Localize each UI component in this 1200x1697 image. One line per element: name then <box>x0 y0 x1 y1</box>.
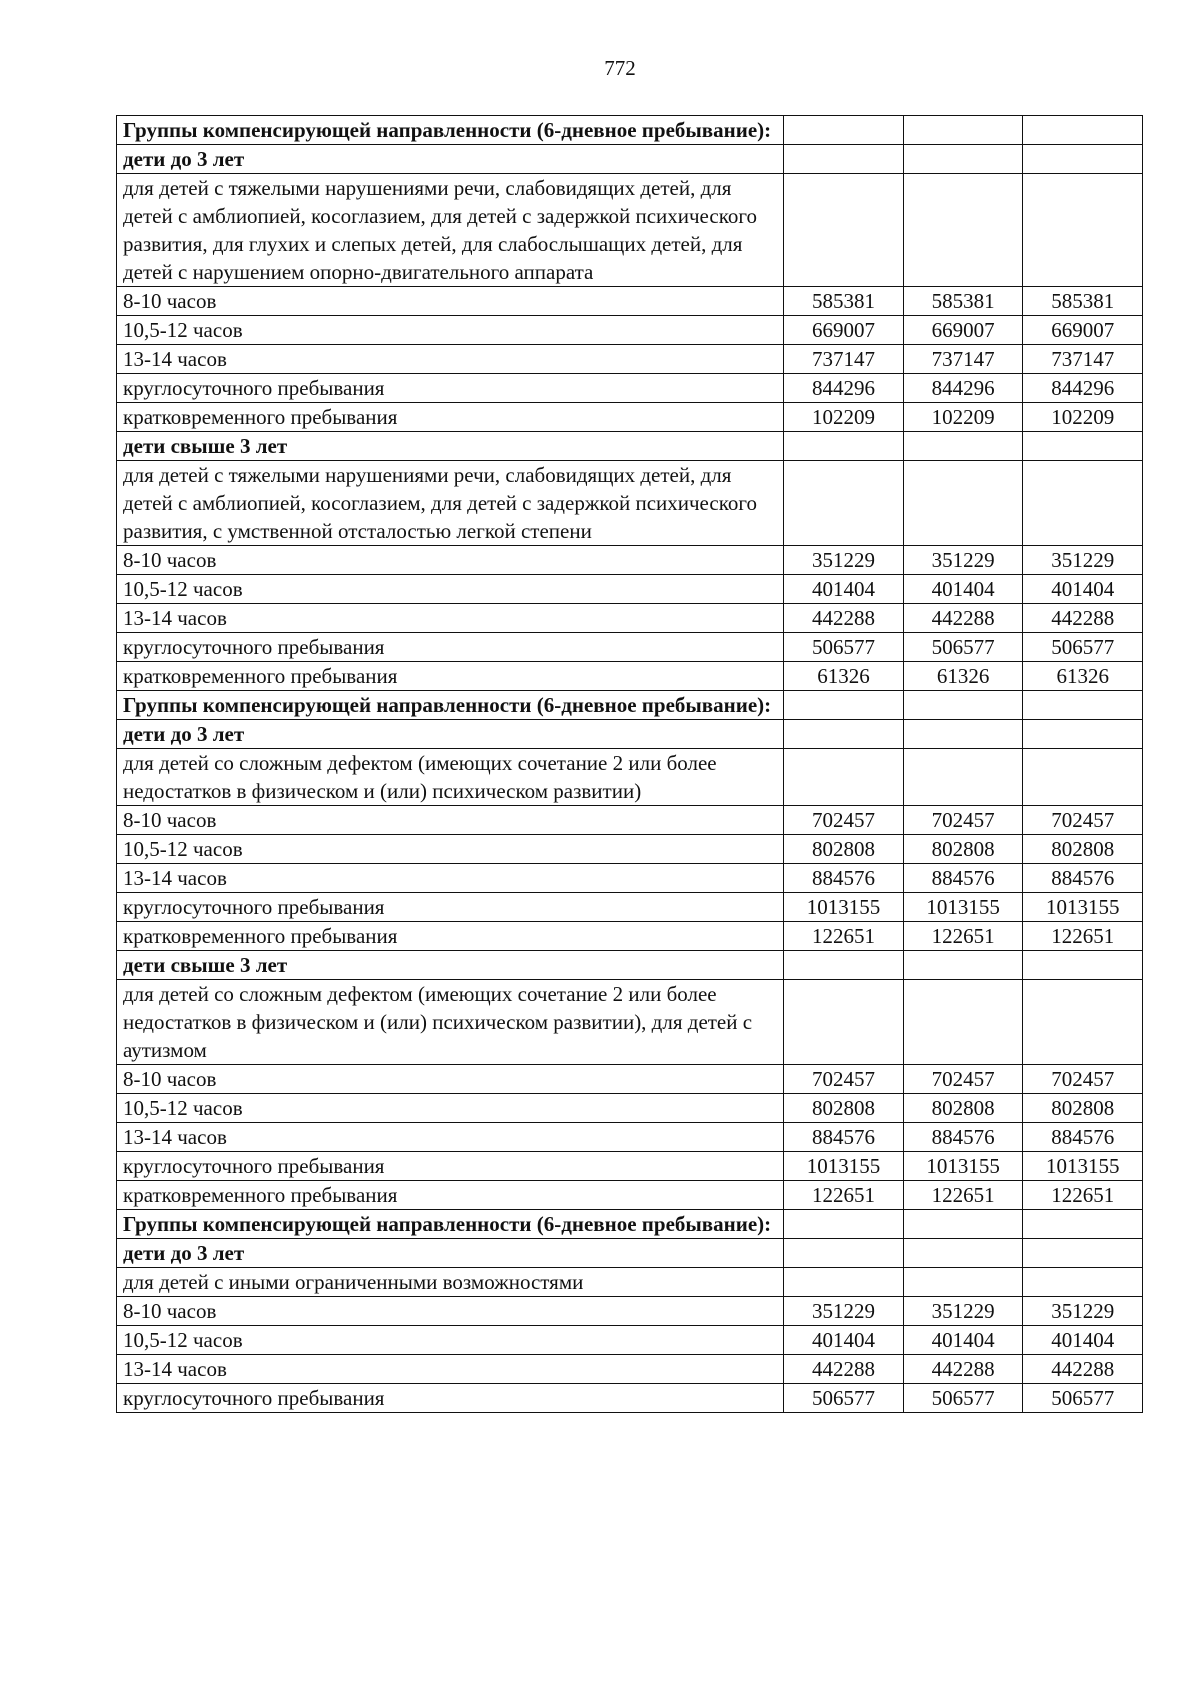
table-row <box>117 403 1143 432</box>
row-label: дети до 3 лет <box>117 1239 784 1268</box>
value-cell-2 <box>903 1239 1023 1268</box>
row-label: для детей со сложным дефектом (имеющих сочетание 2 или более недостатков в физическом и (или) психическом развитии) <box>117 749 784 806</box>
value-cell-1: 585381 <box>784 287 904 316</box>
row-label: 10,5-12 часов <box>117 316 784 345</box>
value-cell-1: 1013155 <box>784 1152 904 1181</box>
value-cell-3: 1013155 <box>1023 1152 1143 1181</box>
value-cell-3: 585381 <box>1023 287 1143 316</box>
row-label: дети свыше 3 лет <box>117 951 784 980</box>
value-cell-3 <box>1023 174 1143 287</box>
value-cell-1: 702457 <box>784 1065 904 1094</box>
value-cell-1: 442288 <box>784 1355 904 1384</box>
value-cell-2: 351229 <box>903 546 1023 575</box>
value-cell-1 <box>784 1239 904 1268</box>
table-row <box>117 604 1143 633</box>
value-cell-1: 669007 <box>784 316 904 345</box>
row-label: для детей с тяжелыми нарушениями речи, слабовидящих детей, для детей с амблиопией, косоглазием, для детей с задержкой психического развития, для глухих и слепых детей, для слабослышащих детей, для детей с нарушением опорно-двигательного аппарата <box>117 174 784 287</box>
row-label: 10,5-12 часов <box>117 1094 784 1123</box>
row-label: 10,5-12 часов <box>117 835 784 864</box>
value-cell-2: 884576 <box>903 864 1023 893</box>
value-cell-2: 442288 <box>903 604 1023 633</box>
row-label: круглосуточного пребывания <box>117 633 784 662</box>
table-row <box>117 864 1143 893</box>
table-row <box>117 1297 1143 1326</box>
value-cell-1 <box>784 461 904 546</box>
value-cell-2 <box>903 1210 1023 1239</box>
table-row <box>117 1384 1143 1413</box>
row-label: дети до 3 лет <box>117 145 784 174</box>
row-label: круглосуточного пребывания <box>117 374 784 403</box>
row-label: кратковременного пребывания <box>117 1181 784 1210</box>
table-section-row <box>117 951 1143 980</box>
row-label: 8-10 часов <box>117 287 784 316</box>
value-cell-1: 802808 <box>784 835 904 864</box>
value-cell-3: 401404 <box>1023 575 1143 604</box>
row-label: 8-10 часов <box>117 1297 784 1326</box>
value-cell-2: 702457 <box>903 1065 1023 1094</box>
table-section-row <box>117 1210 1143 1239</box>
row-label: 13-14 часов <box>117 345 784 374</box>
table-row <box>117 461 1143 546</box>
value-cell-2: 702457 <box>903 806 1023 835</box>
value-cell-1: 61326 <box>784 662 904 691</box>
value-cell-2 <box>903 951 1023 980</box>
value-cell-3: 802808 <box>1023 835 1143 864</box>
value-cell-1: 702457 <box>784 806 904 835</box>
value-cell-3: 351229 <box>1023 1297 1143 1326</box>
value-cell-3: 1013155 <box>1023 893 1143 922</box>
table-section-row <box>117 691 1143 720</box>
table-row <box>117 1326 1143 1355</box>
value-cell-2: 844296 <box>903 374 1023 403</box>
value-cell-1: 122651 <box>784 922 904 951</box>
value-cell-3 <box>1023 145 1143 174</box>
table-section-row <box>117 1239 1143 1268</box>
row-label: Группы компенсирующей направленности (6-дневное пребывание): <box>117 1210 784 1239</box>
value-cell-2 <box>903 980 1023 1065</box>
value-cell-1 <box>784 145 904 174</box>
table-row <box>117 1152 1143 1181</box>
row-label: кратковременного пребывания <box>117 403 784 432</box>
value-cell-2: 506577 <box>903 1384 1023 1413</box>
table-section-row <box>117 720 1143 749</box>
row-label: 10,5-12 часов <box>117 575 784 604</box>
value-cell-1: 122651 <box>784 1181 904 1210</box>
value-cell-3 <box>1023 749 1143 806</box>
row-label: 8-10 часов <box>117 806 784 835</box>
value-cell-3: 884576 <box>1023 1123 1143 1152</box>
value-cell-2: 401404 <box>903 1326 1023 1355</box>
value-cell-2: 884576 <box>903 1123 1023 1152</box>
value-cell-2: 102209 <box>903 403 1023 432</box>
value-cell-1 <box>784 432 904 461</box>
value-cell-3: 102209 <box>1023 403 1143 432</box>
value-cell-3 <box>1023 1268 1143 1297</box>
row-label: для детей со сложным дефектом (имеющих сочетание 2 или более недостатков в физическом и (или) психическом развитии), для детей с аутизмом <box>117 980 784 1065</box>
value-cell-1: 506577 <box>784 633 904 662</box>
value-cell-2: 122651 <box>903 1181 1023 1210</box>
value-cell-2: 1013155 <box>903 1152 1023 1181</box>
value-cell-1: 401404 <box>784 575 904 604</box>
table-row <box>117 1123 1143 1152</box>
value-cell-2 <box>903 116 1023 145</box>
value-cell-3: 702457 <box>1023 1065 1143 1094</box>
value-cell-2 <box>903 145 1023 174</box>
table-row <box>117 835 1143 864</box>
value-cell-1 <box>784 951 904 980</box>
table-row <box>117 287 1143 316</box>
value-cell-1 <box>784 749 904 806</box>
row-label: кратковременного пребывания <box>117 922 784 951</box>
row-label: 13-14 часов <box>117 1355 784 1384</box>
value-cell-1: 102209 <box>784 403 904 432</box>
page-number: 772 <box>604 56 636 80</box>
table-row <box>117 575 1143 604</box>
value-cell-3 <box>1023 116 1143 145</box>
value-cell-3: 351229 <box>1023 546 1143 575</box>
value-cell-2 <box>903 691 1023 720</box>
table-row <box>117 546 1143 575</box>
value-cell-2 <box>903 720 1023 749</box>
value-cell-3: 442288 <box>1023 1355 1143 1384</box>
row-label: круглосуточного пребывания <box>117 1384 784 1413</box>
value-cell-1 <box>784 691 904 720</box>
value-cell-1 <box>784 174 904 287</box>
value-cell-1: 884576 <box>784 864 904 893</box>
value-cell-3: 802808 <box>1023 1094 1143 1123</box>
value-cell-3: 702457 <box>1023 806 1143 835</box>
value-cell-2: 401404 <box>903 575 1023 604</box>
table-row <box>117 374 1143 403</box>
value-cell-1 <box>784 720 904 749</box>
table-row <box>117 1181 1143 1210</box>
value-cell-3 <box>1023 951 1143 980</box>
value-cell-2: 61326 <box>903 662 1023 691</box>
value-cell-2 <box>903 1268 1023 1297</box>
value-cell-1: 737147 <box>784 345 904 374</box>
table-row <box>117 316 1143 345</box>
row-label: круглосуточного пребывания <box>117 1152 784 1181</box>
value-cell-3: 61326 <box>1023 662 1143 691</box>
row-label: 13-14 часов <box>117 1123 784 1152</box>
table-row <box>117 893 1143 922</box>
row-label: дети до 3 лет <box>117 720 784 749</box>
value-cell-1: 351229 <box>784 546 904 575</box>
value-cell-2 <box>903 461 1023 546</box>
cost-table <box>116 115 1143 1413</box>
row-label: 13-14 часов <box>117 604 784 633</box>
value-cell-2: 669007 <box>903 316 1023 345</box>
value-cell-2: 122651 <box>903 922 1023 951</box>
value-cell-2 <box>903 174 1023 287</box>
value-cell-2: 737147 <box>903 345 1023 374</box>
table-row <box>117 633 1143 662</box>
value-cell-2: 351229 <box>903 1297 1023 1326</box>
row-label: Группы компенсирующей направленности (6-дневное пребывание): <box>117 116 784 145</box>
row-label: круглосуточного пребывания <box>117 893 784 922</box>
value-cell-3: 884576 <box>1023 864 1143 893</box>
value-cell-2: 585381 <box>903 287 1023 316</box>
value-cell-3 <box>1023 980 1143 1065</box>
row-label: 13-14 часов <box>117 864 784 893</box>
value-cell-2: 802808 <box>903 1094 1023 1123</box>
value-cell-1: 401404 <box>784 1326 904 1355</box>
value-cell-1: 506577 <box>784 1384 904 1413</box>
row-label: 8-10 часов <box>117 1065 784 1094</box>
value-cell-2 <box>903 432 1023 461</box>
table-row <box>117 1065 1143 1094</box>
row-label: дети свыше 3 лет <box>117 432 784 461</box>
table-section-row <box>117 432 1143 461</box>
table-section-row <box>117 116 1143 145</box>
table-section-row <box>117 145 1143 174</box>
value-cell-1 <box>784 980 904 1065</box>
row-label: 8-10 часов <box>117 546 784 575</box>
table-row <box>117 662 1143 691</box>
table-row <box>117 174 1143 287</box>
table-row <box>117 806 1143 835</box>
value-cell-1: 351229 <box>784 1297 904 1326</box>
table-row <box>117 749 1143 806</box>
value-cell-1 <box>784 1210 904 1239</box>
value-cell-1: 442288 <box>784 604 904 633</box>
row-label: Группы компенсирующей направленности (6-дневное пребывание): <box>117 691 784 720</box>
value-cell-3: 442288 <box>1023 604 1143 633</box>
value-cell-2: 506577 <box>903 633 1023 662</box>
table-row <box>117 922 1143 951</box>
value-cell-3 <box>1023 691 1143 720</box>
value-cell-3: 122651 <box>1023 922 1143 951</box>
value-cell-2: 442288 <box>903 1355 1023 1384</box>
value-cell-2: 802808 <box>903 835 1023 864</box>
value-cell-3: 506577 <box>1023 1384 1143 1413</box>
table-row <box>117 980 1143 1065</box>
row-label: кратковременного пребывания <box>117 662 784 691</box>
value-cell-1: 844296 <box>784 374 904 403</box>
value-cell-1: 802808 <box>784 1094 904 1123</box>
value-cell-1: 884576 <box>784 1123 904 1152</box>
row-label: 10,5-12 часов <box>117 1326 784 1355</box>
value-cell-1 <box>784 116 904 145</box>
value-cell-2 <box>903 749 1023 806</box>
row-label: для детей с тяжелыми нарушениями речи, слабовидящих детей, для детей с амблиопией, косоглазием, для детей с задержкой психического развития, с умственной отсталостью легкой степени <box>117 461 784 546</box>
value-cell-3 <box>1023 1210 1143 1239</box>
table-row <box>117 1268 1143 1297</box>
table-row <box>117 345 1143 374</box>
value-cell-3: 506577 <box>1023 633 1143 662</box>
value-cell-3 <box>1023 720 1143 749</box>
value-cell-3: 122651 <box>1023 1181 1143 1210</box>
value-cell-3 <box>1023 1239 1143 1268</box>
value-cell-3: 669007 <box>1023 316 1143 345</box>
value-cell-1 <box>784 1268 904 1297</box>
row-label: для детей с иными ограниченными возможностями <box>117 1268 784 1297</box>
table-row <box>117 1355 1143 1384</box>
value-cell-2: 1013155 <box>903 893 1023 922</box>
value-cell-3 <box>1023 461 1143 546</box>
value-cell-3 <box>1023 432 1143 461</box>
value-cell-1: 1013155 <box>784 893 904 922</box>
value-cell-3: 737147 <box>1023 345 1143 374</box>
value-cell-3: 401404 <box>1023 1326 1143 1355</box>
value-cell-3: 844296 <box>1023 374 1143 403</box>
table-row <box>117 1094 1143 1123</box>
